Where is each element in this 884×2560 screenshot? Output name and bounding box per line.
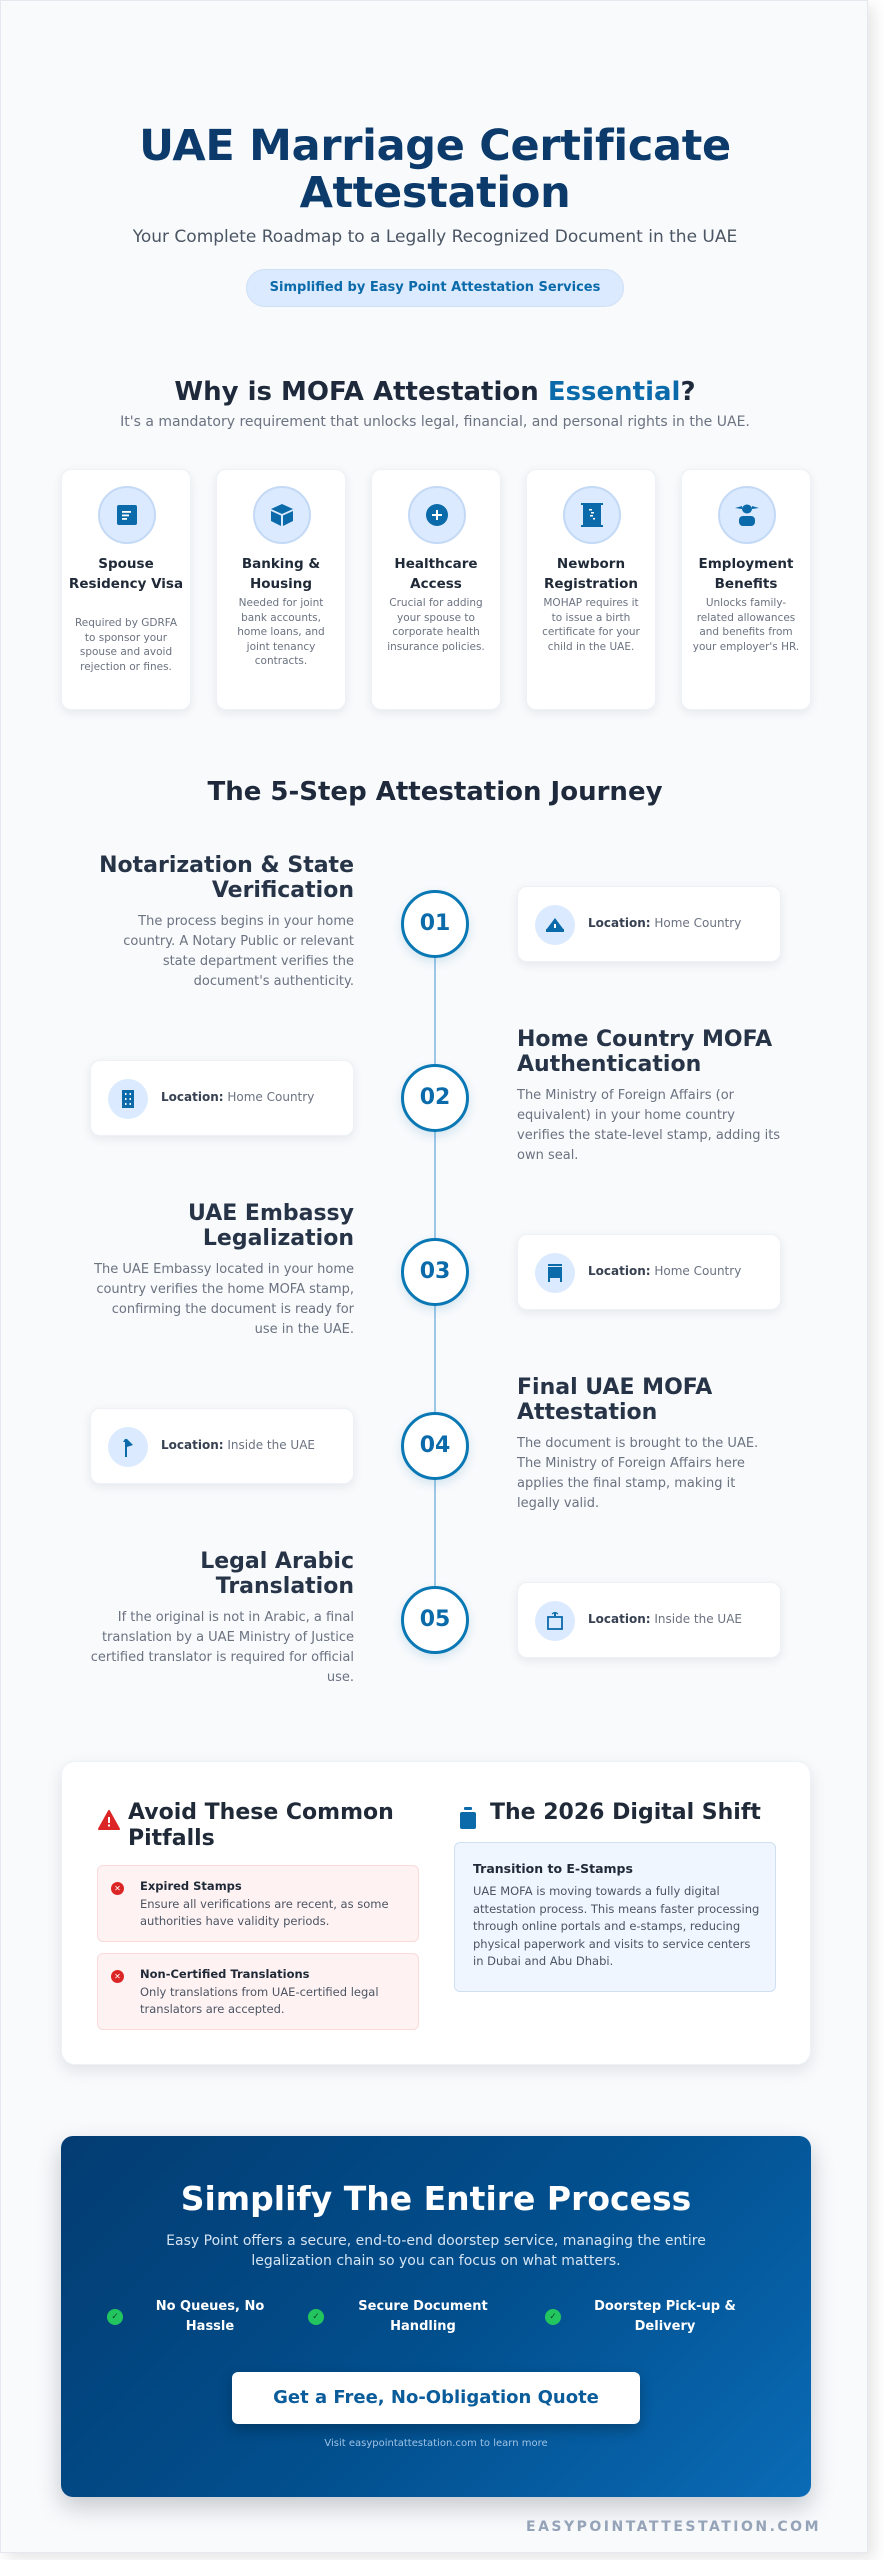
step-1-location-card bbox=[517, 886, 781, 962]
location-text bbox=[588, 916, 741, 930]
location-value: Home Country bbox=[654, 916, 742, 930]
cta-feature-label: Doorstep Pick-up & Delivery bbox=[594, 2299, 736, 2334]
cta-title: Simplify The Entire Process bbox=[180, 2179, 692, 2218]
step-2-location-card bbox=[90, 1060, 354, 1136]
check-icon: ✓ bbox=[308, 2309, 324, 2325]
step-2-number: 02 bbox=[401, 1064, 469, 1132]
journey-section-title: The 5-Step Attestation Journey bbox=[207, 777, 663, 807]
e-stamps-text: UAE MOFA is moving towards a fully digital attestation process. This means faster processing through online portals and e-stamps, reducing physical paperwork and visits to service centers in Dubai and Abu Dhabi. bbox=[473, 1884, 760, 1968]
benefit-card-banking bbox=[216, 469, 346, 710]
e-stamps-info-box bbox=[454, 1842, 776, 1992]
location-text bbox=[588, 1612, 742, 1626]
warning-icon bbox=[98, 1810, 120, 1834]
why-section-subtitle: It's a mandatory requirement that unlocks legal, financial, and personal rights in the UAE. bbox=[120, 414, 750, 430]
cta-website-note: Visit easypointattestation.com to learn more bbox=[324, 2438, 548, 2449]
title-line-1: UAE Marriage Certificate bbox=[139, 121, 731, 171]
check-icon: ✓ bbox=[545, 2309, 561, 2325]
e-stamps-title: Transition to E-Stamps bbox=[473, 1861, 633, 1876]
pitfall-text: Ensure all verifications are recent, as some authorities have validity periods. bbox=[140, 1897, 389, 1928]
error-x-icon: ✕ bbox=[111, 1882, 124, 1895]
step-1-title: Notarization & State Verification bbox=[99, 853, 354, 903]
certificate-icon bbox=[563, 486, 621, 544]
why-title-suffix: ? bbox=[680, 377, 696, 407]
pitfall-item bbox=[97, 1953, 419, 2030]
location-value: Inside the UAE bbox=[227, 1438, 316, 1452]
step-4-description: The document is brought to the UAE. The Ministry of Foreign Affairs here applies the final stamp, making it legally valid. bbox=[517, 1436, 759, 1511]
step-3-number: 03 bbox=[401, 1238, 469, 1306]
card-title: Employment Benefits bbox=[698, 556, 794, 592]
step-5-number: 05 bbox=[401, 1586, 469, 1654]
step-3-title: UAE Embassy Legalization bbox=[188, 1201, 354, 1251]
flag-icon bbox=[108, 1427, 148, 1467]
digital-shift-title: The 2026 Digital Shift bbox=[490, 1800, 761, 1825]
step-5-description: If the original is not in Arabic, a final translation by a UAE Ministry of Justice certified translator is required for official use. bbox=[90, 1610, 354, 1685]
cta-subtitle: Easy Point offers a secure, end-to-end doorstep service, managing the entire legalization chain so you can focus on what matters. bbox=[166, 2233, 706, 2269]
benefit-card-newborn bbox=[526, 469, 656, 710]
step-4-title: Final UAE MOFA Attestation bbox=[517, 1375, 713, 1425]
card-title: Newborn Registration bbox=[543, 556, 639, 592]
pitfall-text: Only translations from UAE-certified legal translators are accepted. bbox=[140, 1985, 379, 2016]
cta-feature-label: Secure Document Handling bbox=[358, 2299, 488, 2334]
location-value: Home Country bbox=[654, 1264, 742, 1278]
why-section-title bbox=[1, 377, 869, 407]
title-line-2: Attestation bbox=[299, 168, 571, 218]
cta-section bbox=[61, 2136, 811, 2497]
location-text bbox=[588, 1264, 741, 1278]
step-1-description: The process begins in your home country. A Notary Public or relevant state department verifies the document's authenticity. bbox=[123, 914, 354, 989]
location-label: Location: bbox=[588, 916, 651, 930]
step-1-number: 01 bbox=[401, 890, 469, 958]
box-icon bbox=[253, 486, 311, 544]
pitfall-title: Expired Stamps bbox=[140, 1879, 242, 1893]
card-text: MOHAP requires it to issue a birth certificate for your child in the UAE. bbox=[542, 597, 640, 653]
location-label: Location: bbox=[588, 1264, 651, 1278]
why-title-prefix: Why is MOFA Attestation bbox=[174, 377, 548, 407]
step-5-location-card bbox=[517, 1582, 781, 1658]
cta-feature bbox=[107, 2297, 307, 2341]
cta-feature bbox=[545, 2297, 745, 2341]
footer-brand: EASYPOINTATTESTATION.COM bbox=[526, 2519, 821, 2535]
page-subtitle: Your Complete Roadmap to a Legally Recognized Document in the UAE bbox=[132, 227, 738, 247]
card-title: Spouse Residency Visa bbox=[68, 556, 184, 592]
building-icon bbox=[108, 1079, 148, 1119]
step-4-location-card bbox=[90, 1408, 354, 1484]
translate-icon bbox=[535, 1601, 575, 1641]
location-label: Location: bbox=[161, 1090, 224, 1104]
benefit-card-employment bbox=[681, 469, 811, 710]
page-title bbox=[1, 123, 869, 217]
location-label: Location: bbox=[161, 1438, 224, 1452]
location-value: Home Country bbox=[227, 1090, 315, 1104]
landmark-icon bbox=[535, 905, 575, 945]
medical-plus-icon bbox=[408, 486, 466, 544]
location-text bbox=[161, 1438, 315, 1452]
pitfalls-title: Avoid These Common Pitfalls bbox=[128, 1800, 394, 1851]
card-text: Required by GDRFA to sponsor your spouse and avoid rejection or fines. bbox=[74, 617, 178, 673]
benefit-card-spouse-visa bbox=[61, 469, 191, 710]
error-x-icon: ✕ bbox=[111, 1970, 124, 1983]
check-icon: ✓ bbox=[107, 2309, 123, 2325]
card-title: Banking & Housing bbox=[241, 556, 321, 592]
location-value: Inside the UAE bbox=[654, 1612, 743, 1626]
card-title: Healthcare Access bbox=[394, 556, 478, 592]
document-icon bbox=[98, 486, 156, 544]
step-5-title: Legal Arabic Translation bbox=[200, 1549, 354, 1599]
pitfalls-digital-panel bbox=[61, 1761, 811, 2065]
card-text: Crucial for adding your spouse to corporate health insurance policies. bbox=[387, 597, 485, 653]
employee-icon bbox=[718, 486, 776, 544]
get-quote-button[interactable]: Get a Free, No-Obligation Quote bbox=[232, 2372, 640, 2424]
cta-feature-label: No Queues, No Hassle bbox=[155, 2299, 265, 2334]
card-text: Unlocks family-related allowances and benefits from your employer's HR. bbox=[692, 597, 800, 653]
step-2-description: The Ministry of Foreign Affairs (or equivalent) in your home country verifies the state-level stamp, adding its own seal. bbox=[517, 1088, 781, 1163]
benefit-card-healthcare bbox=[371, 469, 501, 710]
step-4-number: 04 bbox=[401, 1412, 469, 1480]
step-2-title: Home Country MOFA Authentication bbox=[517, 1027, 773, 1077]
card-text: Needed for joint bank accounts, home loans, and joint tenancy contracts. bbox=[237, 597, 325, 667]
step-3-description: The UAE Embassy located in your home country verifies the home MOFA stamp, confirming the document is ready for use in the UAE. bbox=[94, 1262, 354, 1337]
location-text bbox=[161, 1090, 314, 1104]
cta-feature bbox=[308, 2297, 508, 2341]
provider-badge: Simplified by Easy Point Attestation Services bbox=[246, 269, 624, 307]
location-label: Location: bbox=[588, 1612, 651, 1626]
embassy-icon bbox=[535, 1253, 575, 1293]
why-title-accent: Essential bbox=[547, 377, 681, 407]
mobile-device-icon bbox=[460, 1807, 476, 1833]
pitfall-item bbox=[97, 1865, 419, 1942]
pitfall-title: Non-Certified Translations bbox=[140, 1967, 310, 1981]
step-3-location-card bbox=[517, 1234, 781, 1310]
